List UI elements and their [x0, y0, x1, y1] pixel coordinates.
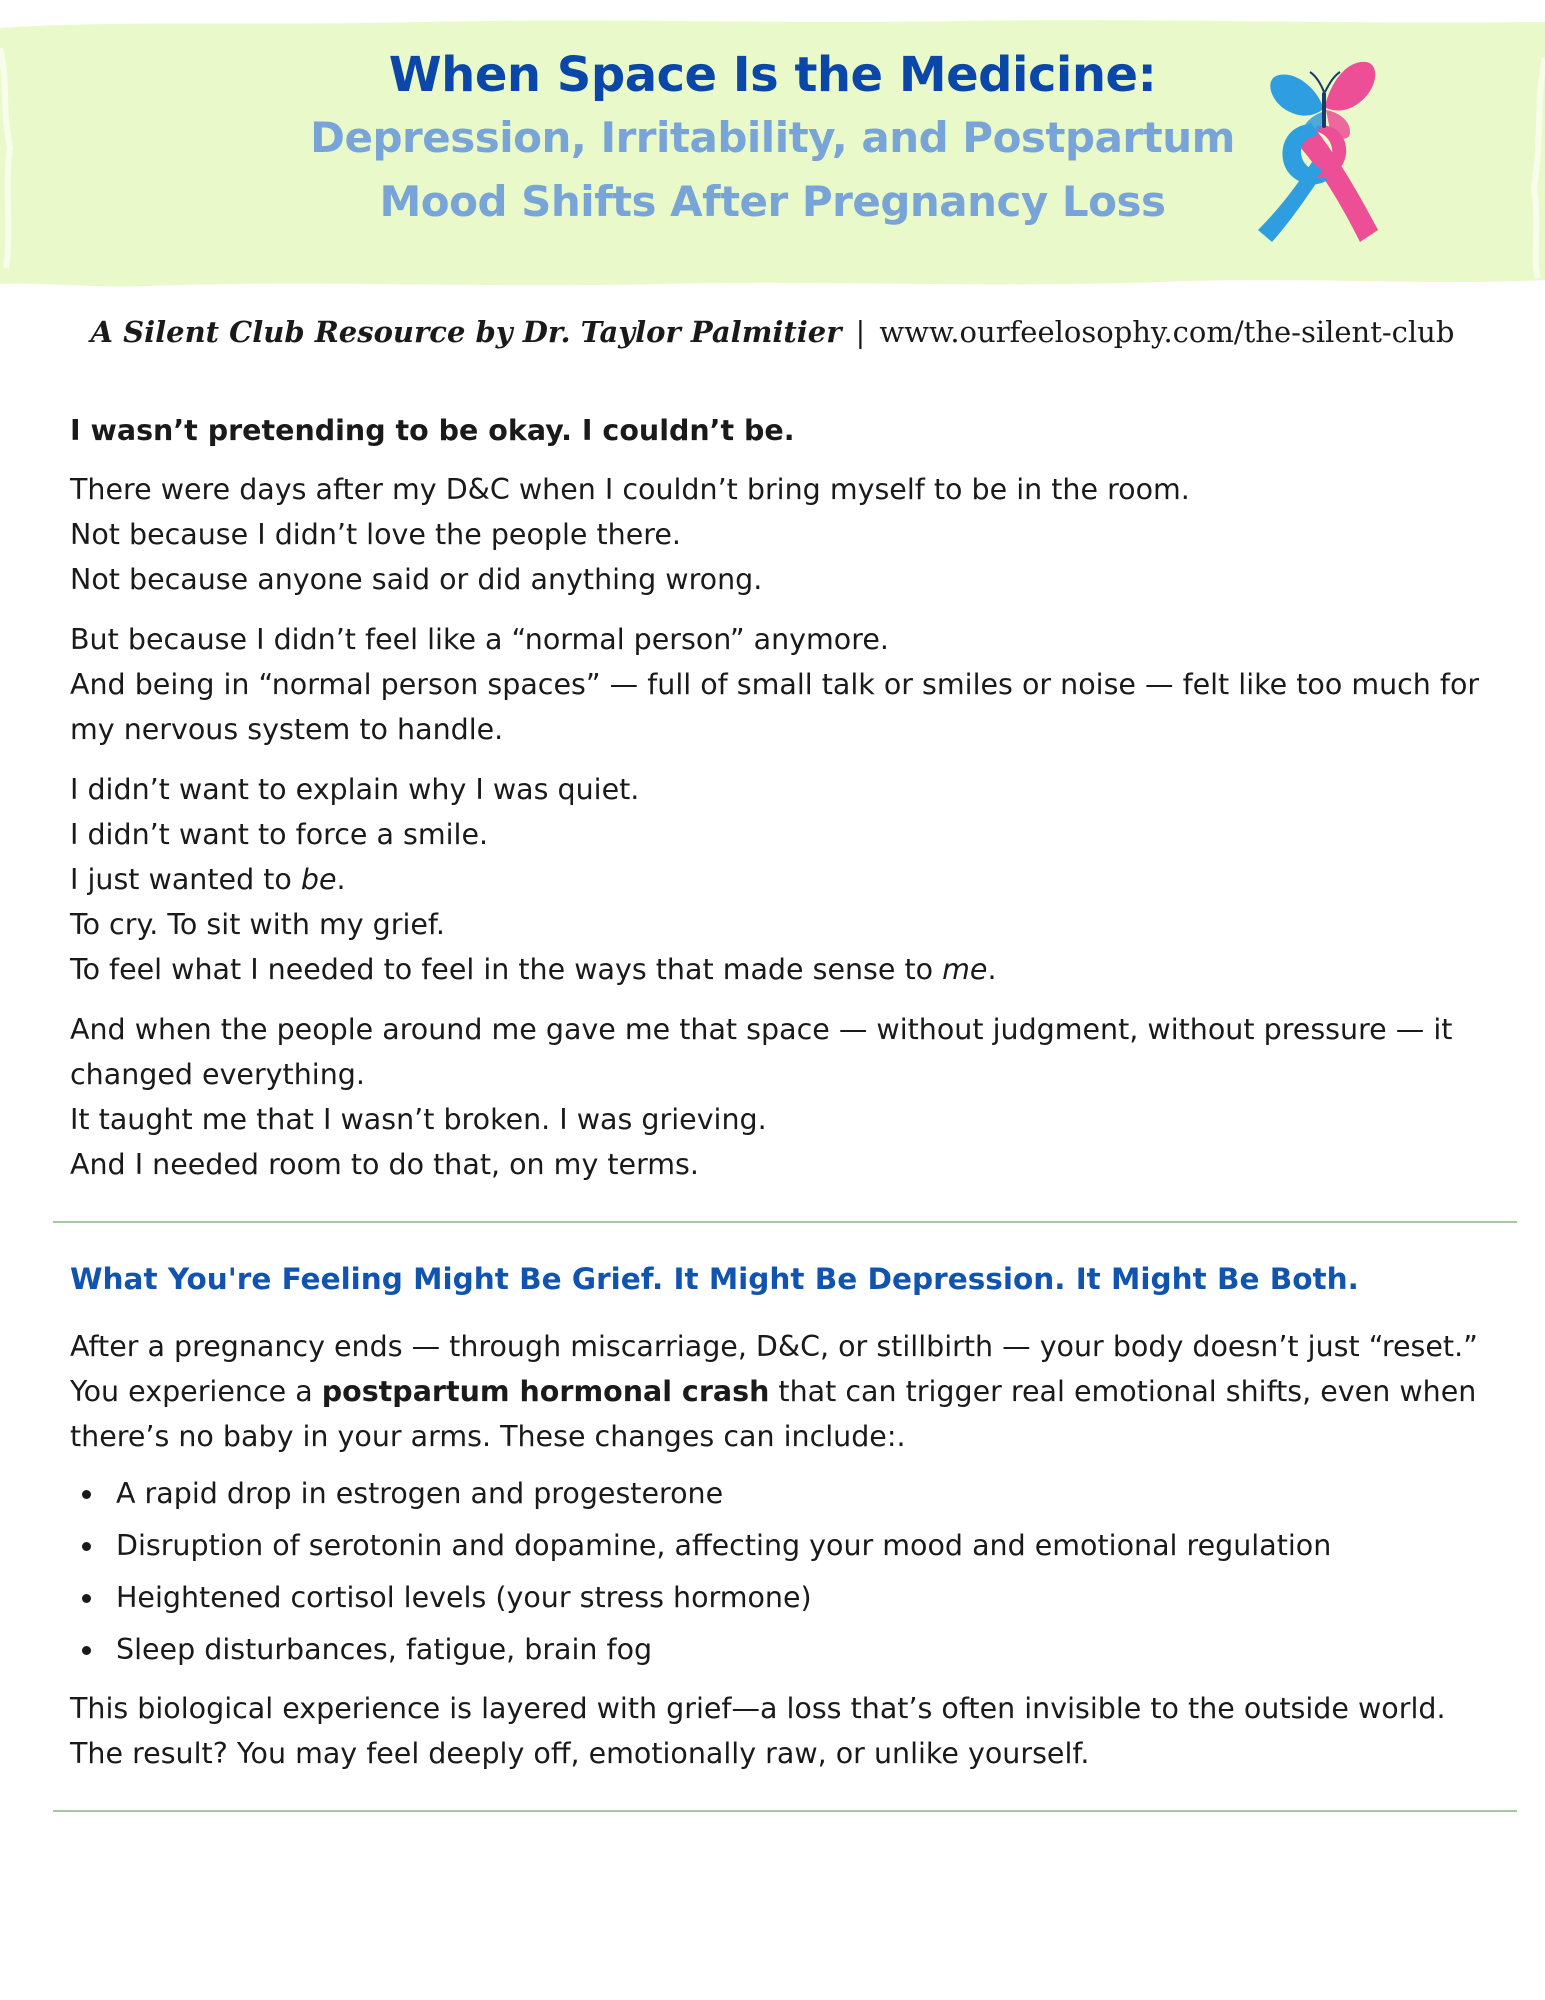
emphasis-me: me — [942, 953, 988, 986]
story-lead: I wasn’t pretending to be okay. I couldn’t be. — [70, 414, 795, 447]
story-paragraph-3: I didn’t want to explain why I was quiet. I didn’t want to force a smile. I just wanted to be. To cry. To sit with my grief. To feel what I needed to feel in the ways that made sense to me. — [70, 773, 997, 986]
page-subtitle-line-1: Depression, Irritability, and Postpartum — [310, 113, 1235, 162]
website-url: www.ourfeelosophy.com/the-silent-club — [879, 315, 1455, 349]
butterfly-ribbon-icon — [1250, 52, 1400, 252]
story-paragraph-4 — [70, 1007, 1500, 1187]
page-subtitle-line-2: Mood Shifts After Pregnancy Loss — [379, 177, 1166, 226]
story-line: But because I didn’t feel like a “normal person” anymore. — [70, 623, 889, 656]
story-line: I didn’t want to force a smile. — [70, 818, 489, 851]
title-block — [200, 44, 1345, 234]
story-paragraph-1 — [70, 467, 1500, 602]
author-credit: A Silent Club Resource by Dr. Taylor Palmitier — [90, 315, 842, 349]
story-line: And when the people around me gave me that space — without judgment, without pressure — it changed everything. — [70, 1013, 1453, 1091]
main-content — [70, 408, 1500, 1846]
section-closing: This biological experience is layered with grief—a loss that’s often invisible to the outside world. The result? You may feel deeply off, emotionally raw, or unlike yourself. — [70, 1692, 1446, 1770]
section-divider-1 — [53, 1221, 1517, 1223]
story-line: There were days after my D&C when I couldn’t bring myself to be in the room. — [70, 473, 1190, 506]
byline — [0, 315, 1545, 349]
story-line: Not because I didn’t love the people there. — [70, 518, 681, 551]
hormone-changes-list — [70, 1471, 1500, 1672]
byline-separator: | — [855, 315, 866, 349]
list-item: Heightened cortisol levels (your stress hormone) — [116, 1575, 1500, 1620]
story-line: I didn’t want to explain why I was quiet. — [70, 773, 640, 806]
story-line: Not because anyone said or did anything wrong. — [70, 563, 763, 596]
section-intro: After a pregnancy ends — through miscarriage, D&C, or stillbirth — your body doesn’t just “reset.” You experience a postpartum hormonal crash that can trigger real emotional shifts, even when there’s no baby in your arms. These changes can include:. — [70, 1330, 1478, 1453]
section-heading: What You're Feeling Might Be Grief. It Might Be Depression. It Might Be Both. — [70, 1262, 1359, 1296]
story-line: To cry. To sit with my grief. — [70, 908, 445, 941]
list-item: Disruption of serotonin and dopamine, affecting your mood and emotional regulation — [116, 1523, 1500, 1568]
story-line: It taught me that I wasn’t broken. I was grieving. — [70, 1103, 767, 1136]
story-line: I just wanted to — [70, 863, 301, 896]
section-divider-2 — [53, 1810, 1517, 1812]
emphasis-be: be — [300, 863, 337, 896]
story-paragraph-2 — [70, 617, 1500, 752]
list-item: A rapid drop in estrogen and progesterone — [116, 1471, 1500, 1516]
list-item: Sleep disturbances, fatigue, brain fog — [116, 1627, 1500, 1672]
story-line: To feel what I needed to feel in the ways that made sense to — [70, 953, 943, 986]
highlight-hormonal-crash: postpartum hormonal crash — [321, 1375, 770, 1408]
page-title: When Space Is the Medicine: — [388, 47, 1157, 103]
story-line: And I needed room to do that, on my terms. — [70, 1148, 699, 1181]
story-line: And being in “normal person spaces” — full of small talk or smiles or noise — felt like too much for my nervous system to handle. — [70, 668, 1480, 746]
